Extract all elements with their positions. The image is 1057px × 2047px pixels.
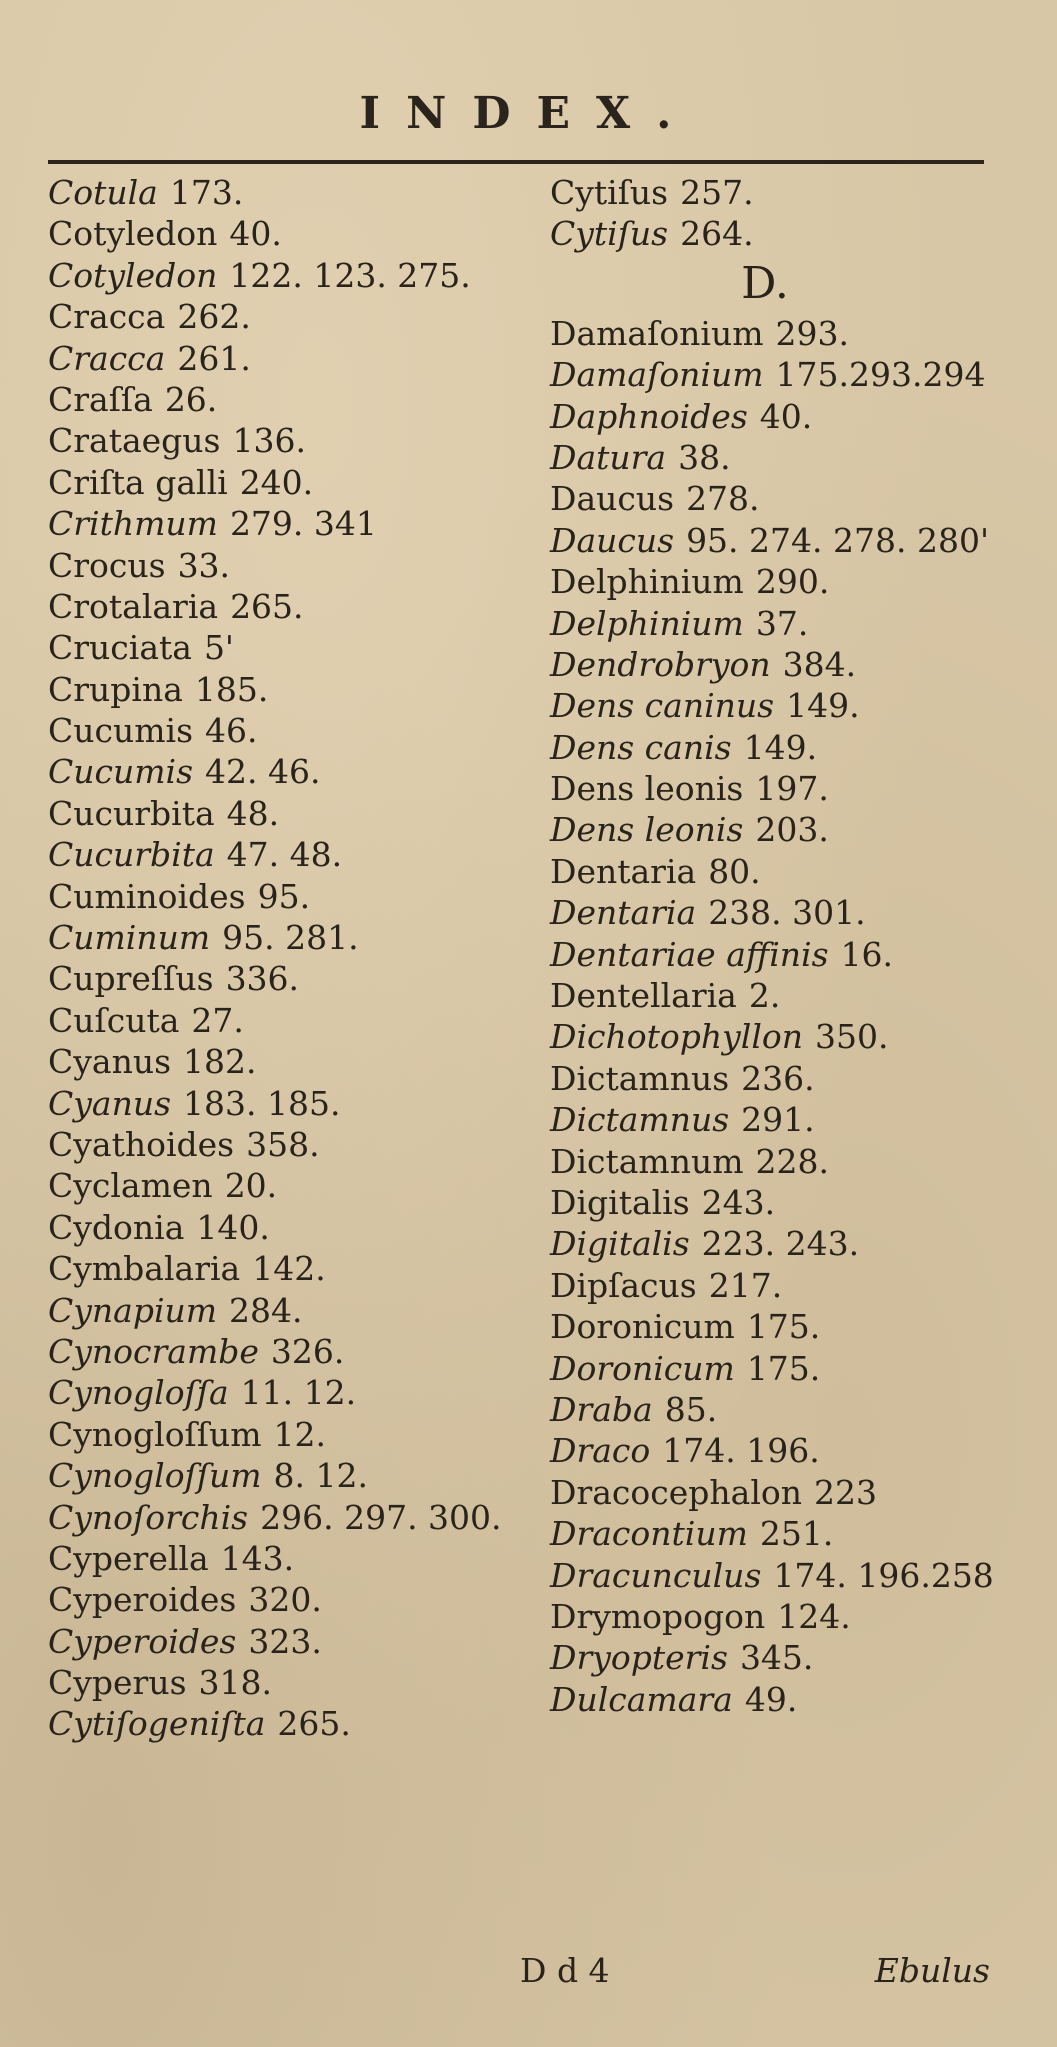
- entry-page-refs: 174. 196.: [662, 1431, 820, 1471]
- entry-name: Daucus: [550, 479, 675, 519]
- entry-page-refs: 175.: [746, 1348, 821, 1388]
- index-entry: [48, 1703, 518, 1744]
- entry-name: Craſſa: [48, 379, 153, 419]
- entry-page-refs: 251.: [759, 1514, 834, 1554]
- signature-mark: D d 4: [520, 1951, 610, 1990]
- entry-page-refs: 149.: [743, 727, 818, 767]
- entry-page-refs: 12.: [273, 1414, 327, 1454]
- page-title: INDEX.: [359, 88, 698, 139]
- entry-page-refs: 136.: [232, 421, 306, 461]
- index-entry: [550, 1513, 1020, 1554]
- index-entry: [550, 1058, 1020, 1099]
- index-entry: [48, 1497, 518, 1538]
- entry-page-refs: 142.: [252, 1249, 326, 1289]
- entry-page-refs: 85.: [664, 1389, 718, 1429]
- index-entry: [48, 503, 518, 544]
- index-entry: [550, 1430, 1020, 1471]
- entry-name: Crocus: [48, 545, 166, 585]
- entry-page-refs: 20.: [224, 1166, 278, 1206]
- entry-page-refs: 203.: [755, 810, 829, 850]
- index-entry: [550, 1099, 1020, 1140]
- index-entry: [48, 1538, 518, 1579]
- header-rule: [48, 160, 984, 164]
- entry-page-refs: 320.: [248, 1580, 322, 1620]
- entry-name: Cyanus: [48, 1042, 172, 1082]
- entry-name: Cucumis: [48, 711, 194, 751]
- entry-name: Cytiſogeniſta: [48, 1704, 266, 1744]
- entry-name: Cynogloſſum: [48, 1414, 262, 1454]
- entry-page-refs: 223. 243.: [701, 1224, 860, 1264]
- index-entry: [550, 727, 1020, 768]
- index-entry: [550, 644, 1020, 685]
- index-entry: [48, 1207, 518, 1248]
- index-entry: [550, 1596, 1020, 1637]
- entry-page-refs: 95.: [257, 876, 311, 916]
- entry-page-refs: 345.: [739, 1638, 814, 1678]
- entry-page-refs: 290.: [755, 562, 830, 602]
- entry-name: Cynogloſſum: [48, 1456, 262, 1496]
- entry-page-refs: 296. 297. 300.: [260, 1497, 502, 1537]
- entry-name: Cuminoides: [48, 876, 246, 916]
- entry-name: Digitalis: [550, 1182, 690, 1222]
- index-entry: [48, 1414, 518, 1455]
- entry-page-refs: 228.: [755, 1141, 830, 1181]
- entry-page-refs: 140.: [196, 1207, 270, 1247]
- entry-name: Cynoſorchis: [48, 1497, 249, 1537]
- entry-page-refs: 284.: [229, 1290, 303, 1330]
- index-entry: [48, 213, 518, 254]
- entry-page-refs: 223: [814, 1472, 877, 1512]
- entry-name: Dictamnus: [550, 1100, 730, 1140]
- entry-name: Damaſonium: [550, 355, 764, 395]
- entry-name: Dens leonis: [550, 810, 744, 850]
- entry-name: Daucus: [550, 520, 675, 560]
- index-entry: [48, 751, 518, 792]
- entry-page-refs: 261.: [177, 338, 251, 378]
- entry-page-refs: 95. 274. 278. 280': [686, 520, 990, 560]
- index-entry: [550, 213, 1020, 254]
- entry-name: Crotalaria: [48, 586, 219, 626]
- entry-name: Datura: [550, 437, 667, 477]
- index-entry: [550, 1679, 1020, 1720]
- entry-name: Cyperoides: [48, 1621, 237, 1661]
- index-entry: [550, 1555, 1020, 1596]
- entry-name: Cyperella: [48, 1538, 209, 1578]
- entry-page-refs: 27.: [191, 1000, 244, 1040]
- entry-name: Cyperoides: [48, 1580, 237, 1620]
- index-entry: [550, 1306, 1020, 1347]
- index-entry: [550, 1223, 1020, 1264]
- entry-name: Delphinium: [550, 603, 744, 643]
- entry-name: Cucurbita: [48, 835, 215, 875]
- entry-name: Dictamnus: [550, 1058, 730, 1098]
- entry-page-refs: 42. 46.: [205, 752, 321, 792]
- index-entry: [48, 1331, 518, 1372]
- index-entry: [550, 1141, 1020, 1182]
- index-entry: [550, 396, 1020, 437]
- index-entry: [48, 338, 518, 379]
- index-entry: [48, 627, 518, 668]
- index-entry: [550, 603, 1020, 644]
- entry-page-refs: 240.: [239, 462, 314, 502]
- index-entry: [48, 545, 518, 586]
- entry-page-refs: 185.: [194, 669, 269, 709]
- entry-page-refs: 326.: [270, 1331, 345, 1371]
- entry-name: Doronicum: [550, 1348, 735, 1388]
- entry-name: Dentariae affinis: [550, 934, 829, 974]
- index-entry: [48, 1124, 518, 1165]
- entry-page-refs: 262.: [177, 297, 251, 337]
- index-entry: [48, 1290, 518, 1331]
- index-entry: [48, 876, 518, 917]
- index-entry: [48, 296, 518, 337]
- index-entry: [48, 1372, 518, 1413]
- entry-page-refs: 16.: [840, 934, 894, 974]
- entry-page-refs: 236.: [741, 1058, 815, 1098]
- entry-page-refs: 183. 185.: [183, 1083, 341, 1123]
- index-entry: [550, 809, 1020, 850]
- index-entry: [48, 586, 518, 627]
- index-entry: [48, 462, 518, 503]
- entry-name: Cytiſus: [550, 173, 669, 212]
- entry-name: Dracocephalon: [550, 1472, 802, 1512]
- entry-page-refs: 149.: [786, 686, 860, 726]
- entry-name: Cupreſſus: [48, 959, 214, 999]
- entry-name: Cuminum: [48, 918, 211, 958]
- index-entry: [550, 851, 1020, 892]
- entry-page-refs: 318.: [198, 1663, 272, 1703]
- entry-name: Dens leonis: [550, 769, 744, 809]
- entry-page-refs: 40.: [229, 214, 282, 254]
- page-footer: [520, 1950, 990, 1992]
- entry-page-refs: 175.293.294: [775, 355, 986, 395]
- entry-page-refs: 46.: [205, 711, 258, 751]
- entry-page-refs: 293.: [775, 313, 850, 353]
- index-entry: [48, 1083, 518, 1124]
- entry-page-refs: 264.: [680, 214, 754, 254]
- index-entry: [48, 917, 518, 958]
- entry-name: Dryopteris: [550, 1638, 728, 1678]
- entry-name: Cracca: [48, 338, 166, 378]
- entry-name: Dracunculus: [550, 1555, 762, 1595]
- entry-page-refs: 26.: [164, 379, 218, 419]
- entry-name: Cucumis: [48, 752, 194, 792]
- entry-page-refs: 143.: [220, 1538, 295, 1578]
- entry-name: Crithmum: [48, 504, 218, 544]
- section-heading: D.: [741, 257, 789, 309]
- entry-name: Cytiſus: [550, 214, 669, 254]
- entry-name: Draba: [550, 1389, 653, 1429]
- index-entry: [48, 710, 518, 751]
- entry-page-refs: 173.: [169, 173, 244, 212]
- index-entry: [48, 172, 518, 213]
- entry-name: Dens caninus: [550, 686, 775, 726]
- entry-name: Digitalis: [550, 1224, 690, 1264]
- index-entry: [550, 561, 1020, 602]
- entry-page-refs: 2.: [748, 976, 781, 1016]
- index-entry: [48, 1579, 518, 1620]
- entry-page-refs: 48.: [226, 793, 280, 833]
- entry-name: Cotula: [48, 173, 158, 212]
- entry-page-refs: 350.: [815, 1017, 889, 1057]
- entry-name: Cucurbita: [48, 793, 215, 833]
- index-entry: [48, 1621, 518, 1662]
- entry-name: Dentaria: [550, 851, 697, 891]
- index-entry: [550, 685, 1020, 726]
- entry-name: Criſta galli: [48, 462, 228, 502]
- entry-name: Cyanus: [48, 1083, 172, 1123]
- entry-page-refs: 5': [203, 628, 235, 668]
- entry-name: Dictamnum: [550, 1141, 744, 1181]
- index-entry: [550, 478, 1020, 519]
- entry-page-refs: 265.: [277, 1704, 351, 1744]
- entry-page-refs: 291.: [741, 1100, 815, 1140]
- entry-name: Crataegus: [48, 421, 221, 461]
- index-entry: [550, 520, 1020, 561]
- entry-page-refs: 257.: [680, 173, 754, 212]
- entry-name: Dendrobryon: [550, 644, 771, 684]
- index-entry: [48, 1000, 518, 1041]
- entry-name: Cyathoides: [48, 1124, 235, 1164]
- index-entry: [550, 1265, 1020, 1306]
- entry-page-refs: 384.: [782, 644, 857, 684]
- entry-page-refs: 8. 12.: [273, 1456, 369, 1496]
- entry-name: Dipſacus: [550, 1265, 697, 1305]
- entry-name: Cracca: [48, 297, 166, 337]
- entry-name: Drymopogon: [550, 1596, 766, 1636]
- entry-name: Draco: [550, 1431, 651, 1471]
- entry-page-refs: 279. 341: [229, 504, 377, 544]
- entry-name: Cynogloſſa: [48, 1373, 229, 1413]
- entry-page-refs: 238. 301.: [708, 893, 866, 933]
- entry-name: Doronicum: [550, 1307, 735, 1347]
- entry-name: Dens canis: [550, 727, 732, 767]
- entry-page-refs: 40.: [759, 396, 813, 436]
- entry-page-refs: 11. 12.: [240, 1373, 357, 1413]
- right-column: [550, 172, 1020, 1720]
- entry-name: Cuſcuta: [48, 1000, 180, 1040]
- entry-page-refs: 122. 123. 275.: [229, 255, 471, 295]
- entry-page-refs: 336.: [225, 959, 300, 999]
- index-entry: [550, 1016, 1020, 1057]
- entry-name: Dulcamara: [550, 1679, 733, 1719]
- entry-name: Cyclamen: [48, 1166, 213, 1206]
- entry-page-refs: 33.: [177, 545, 231, 585]
- index-entry: [550, 1637, 1020, 1678]
- entry-name: Cydonia: [48, 1207, 185, 1247]
- index-entry: [550, 172, 1020, 213]
- entry-page-refs: 323.: [248, 1621, 322, 1661]
- entry-name: Cyperus: [48, 1663, 187, 1703]
- entry-page-refs: 358.: [246, 1124, 320, 1164]
- index-entry: [48, 1041, 518, 1082]
- entry-page-refs: 278.: [686, 479, 760, 519]
- index-entry: [48, 1165, 518, 1206]
- index-entry: [550, 934, 1020, 975]
- index-entry: [48, 420, 518, 461]
- index-entry: [48, 834, 518, 875]
- entry-page-refs: 243.: [701, 1182, 776, 1222]
- entry-name: Cotyledon: [48, 255, 218, 295]
- entry-page-refs: 47. 48.: [226, 835, 343, 875]
- entry-page-refs: 37.: [755, 603, 809, 643]
- entry-name: Cruciata: [48, 628, 192, 668]
- entry-page-refs: 197.: [755, 769, 829, 809]
- entry-name: Cotyledon: [48, 214, 218, 254]
- index-entry: [550, 1472, 1020, 1513]
- entry-name: Cynocrambe: [48, 1331, 259, 1371]
- entry-page-refs: 124.: [777, 1596, 851, 1636]
- index-entry: [48, 958, 518, 999]
- left-column: [48, 172, 518, 1745]
- entry-name: Dentellaria: [550, 976, 737, 1016]
- entry-page-refs: 95. 281.: [222, 918, 359, 958]
- index-entry: [550, 1389, 1020, 1430]
- index-entry: [48, 793, 518, 834]
- entry-name: Daphnoides: [550, 396, 748, 436]
- entry-page-refs: 182.: [183, 1042, 257, 1082]
- entry-name: Delphinium: [550, 562, 744, 602]
- index-entry: [48, 1662, 518, 1703]
- index-entry: [550, 768, 1020, 809]
- entry-page-refs: 49.: [744, 1679, 798, 1719]
- index-entry: [48, 255, 518, 296]
- index-entry: [48, 379, 518, 420]
- entry-name: Crupina: [48, 669, 183, 709]
- index-entry: [550, 437, 1020, 478]
- index-entry: [550, 354, 1020, 395]
- entry-page-refs: 175.: [746, 1307, 821, 1347]
- index-entry: [550, 892, 1020, 933]
- entry-page-refs: 217.: [708, 1265, 783, 1305]
- entry-page-refs: 38.: [678, 437, 731, 477]
- entry-name: Damaſonium: [550, 313, 764, 353]
- catchword: Ebulus: [874, 1951, 990, 1990]
- entry-page-refs: 265.: [230, 586, 304, 626]
- entry-name: Dentaria: [550, 893, 697, 933]
- index-entry: [550, 1182, 1020, 1223]
- entry-name: Cynapium: [48, 1290, 218, 1330]
- entry-name: Cymbalaria: [48, 1249, 241, 1289]
- index-entry: [48, 1455, 518, 1496]
- index-entry: [550, 1348, 1020, 1389]
- index-entry: [48, 669, 518, 710]
- entry-page-refs: 174. 196.258: [773, 1555, 994, 1595]
- index-entry: [550, 975, 1020, 1016]
- entry-name: Dichotophyllon: [550, 1017, 803, 1057]
- entry-page-refs: 80.: [708, 851, 761, 891]
- entry-name: Dracontium: [550, 1514, 748, 1554]
- index-entry: [48, 1248, 518, 1289]
- index-entry: [550, 313, 1020, 354]
